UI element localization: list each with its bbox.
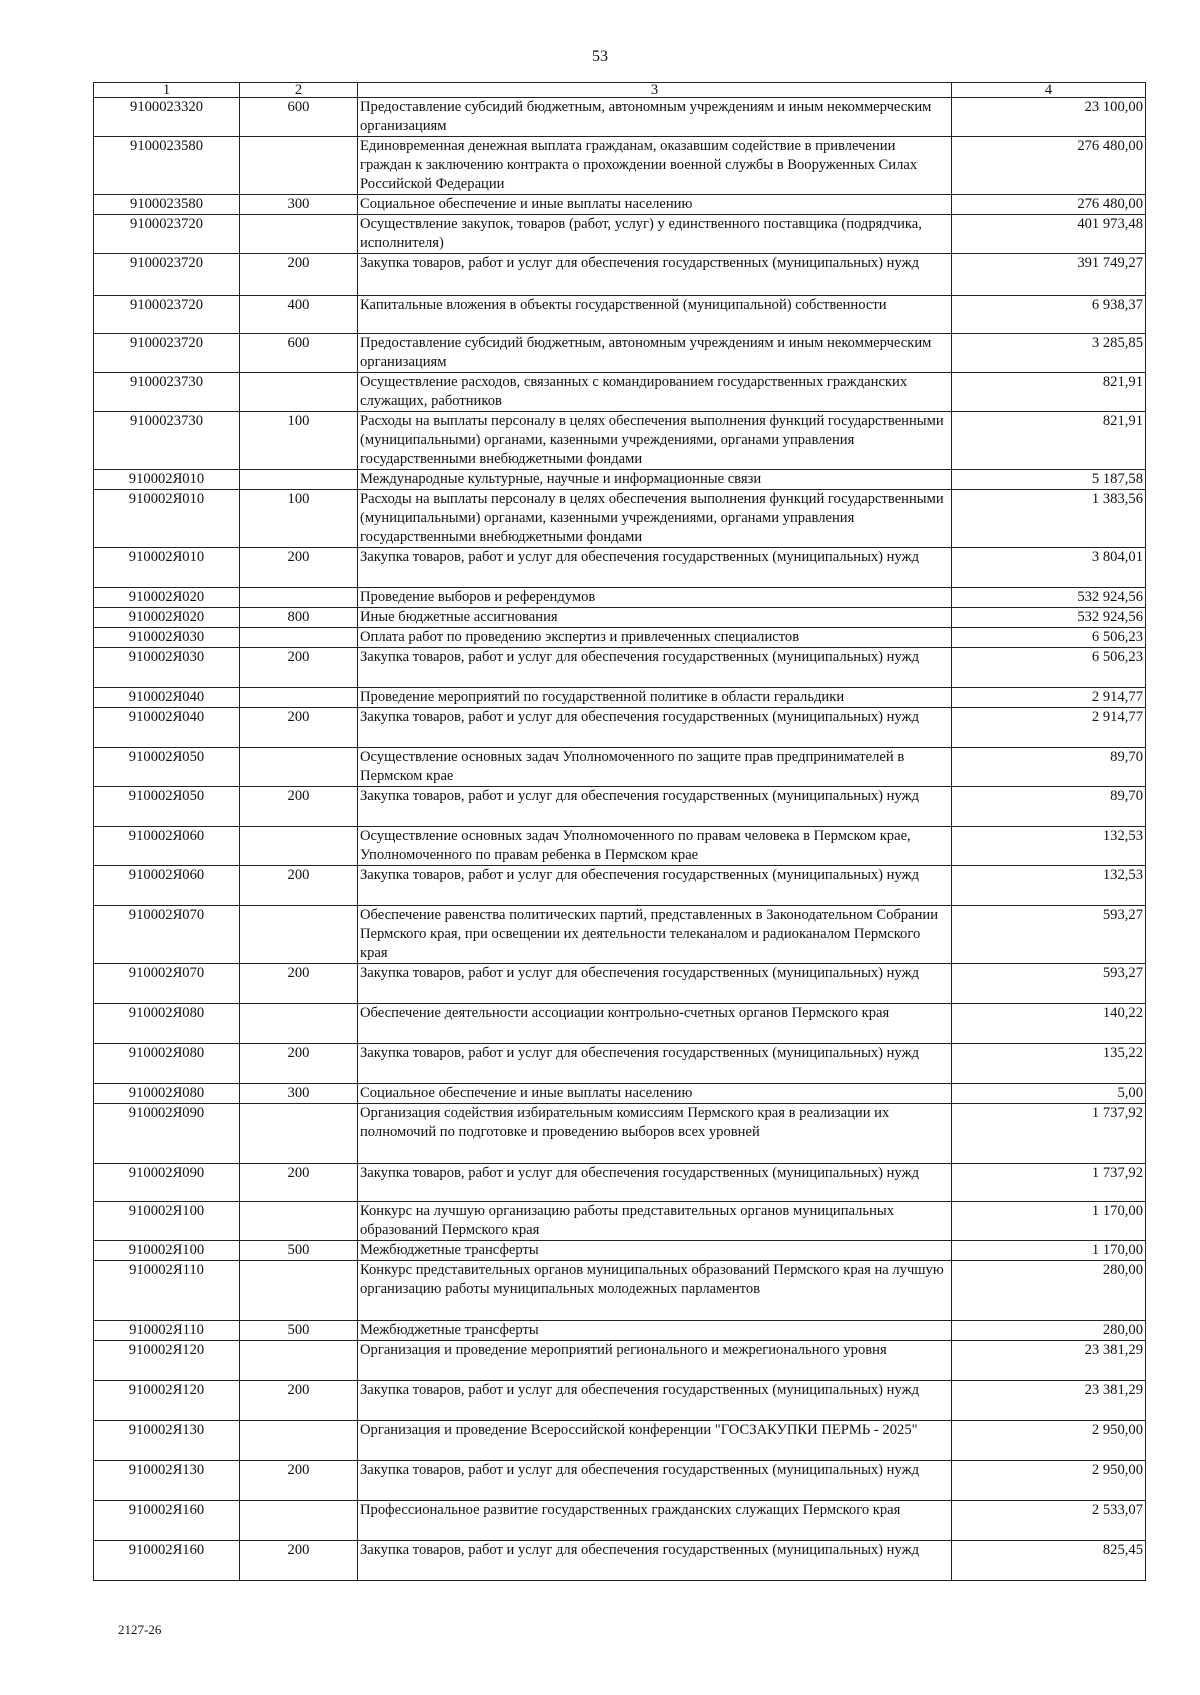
row-code-cell: 910002Я020	[94, 608, 240, 628]
table-row	[94, 470, 1146, 490]
page-number: 53	[592, 48, 608, 65]
row-description-cell: Закупка товаров, работ и услуг для обеспечения государственных (муниципальных) нужд	[358, 648, 952, 688]
row-code-cell: 910002Я090	[94, 1104, 240, 1164]
row-code-cell: 910002Я090	[94, 1164, 240, 1202]
row-description-cell: Проведение мероприятий по государственной политике в области геральдики	[358, 688, 952, 708]
row-description-cell: Осуществление основных задач Уполномоченного по защите прав предпринимателей в Пермском крае	[358, 748, 952, 787]
row-description-cell: Закупка товаров, работ и услуг для обеспечения государственных (муниципальных) нужд	[358, 866, 952, 906]
row-kvr-cell: 500	[240, 1241, 358, 1261]
row-description-cell: Осуществление закупок, товаров (работ, услуг) у единственного поставщика (подрядчика, исполнителя)	[358, 215, 952, 254]
row-code-cell: 910002Я030	[94, 648, 240, 688]
row-kvr-cell: 200	[240, 1541, 358, 1581]
row-description-cell: Организация содействия избирательным комиссиям Пермского края в реализации их полномочий по подготовке и проведению выборов всех уровней	[358, 1104, 952, 1164]
table-row	[94, 1084, 1146, 1104]
row-code-cell: 910002Я050	[94, 787, 240, 827]
row-kvr-cell: 200	[240, 254, 358, 296]
row-code-cell: 910002Я080	[94, 1084, 240, 1104]
table-row	[94, 412, 1146, 470]
row-amount-cell: 1 170,00	[952, 1202, 1146, 1241]
row-kvr-cell: 800	[240, 608, 358, 628]
row-amount-cell: 5,00	[952, 1084, 1146, 1104]
row-amount-cell: 532 924,56	[952, 608, 1146, 628]
row-amount-cell: 821,91	[952, 412, 1146, 470]
row-amount-cell: 1 170,00	[952, 1241, 1146, 1261]
row-code-cell: 910002Я130	[94, 1421, 240, 1461]
row-code-cell: 910002Я070	[94, 964, 240, 1004]
row-kvr-cell: 200	[240, 1381, 358, 1421]
row-amount-cell: 2 950,00	[952, 1461, 1146, 1501]
row-amount-cell: 593,27	[952, 964, 1146, 1004]
table-row	[94, 608, 1146, 628]
row-amount-cell: 140,22	[952, 1004, 1146, 1044]
row-code-cell: 910002Я070	[94, 906, 240, 964]
row-kvr-cell: 200	[240, 866, 358, 906]
row-description-cell: Закупка товаров, работ и услуг для обеспечения государственных (муниципальных) нужд	[358, 254, 952, 296]
table-row	[94, 1004, 1146, 1044]
row-code-cell: 910002Я080	[94, 1004, 240, 1044]
row-kvr-cell	[240, 1202, 358, 1241]
row-amount-cell: 276 480,00	[952, 137, 1146, 195]
row-description-cell: Социальное обеспечение и иные выплаты населению	[358, 195, 952, 215]
row-kvr-cell: 600	[240, 334, 358, 373]
table-row	[94, 1241, 1146, 1261]
table-row	[94, 708, 1146, 748]
column-number-2: 2	[240, 83, 358, 98]
table-row	[94, 1104, 1146, 1164]
table-row	[94, 548, 1146, 588]
table-row	[94, 866, 1146, 906]
row-code-cell: 910002Я110	[94, 1321, 240, 1341]
row-code-cell: 9100023320	[94, 98, 240, 137]
row-kvr-cell	[240, 1104, 358, 1164]
row-description-cell: Осуществление расходов, связанных с командированием государственных гражданских служащих, работников	[358, 373, 952, 412]
row-amount-cell: 2 950,00	[952, 1421, 1146, 1461]
table-row	[94, 827, 1146, 866]
row-kvr-cell	[240, 215, 358, 254]
row-amount-cell: 132,53	[952, 827, 1146, 866]
table-row	[94, 1044, 1146, 1084]
row-description-cell: Иные бюджетные ассигнования	[358, 608, 952, 628]
table-row	[94, 98, 1146, 137]
row-amount-cell: 280,00	[952, 1321, 1146, 1341]
table-row	[94, 1541, 1146, 1581]
row-kvr-cell	[240, 1501, 358, 1541]
row-code-cell: 9100023720	[94, 254, 240, 296]
row-amount-cell: 135,22	[952, 1044, 1146, 1084]
row-kvr-cell: 300	[240, 195, 358, 215]
row-amount-cell: 23 381,29	[952, 1341, 1146, 1381]
table-row	[94, 334, 1146, 373]
row-kvr-cell: 200	[240, 1044, 358, 1084]
row-description-cell: Предоставление субсидий бюджетным, автономным учреждениям и иным некоммерческим организациям	[358, 98, 952, 137]
row-code-cell: 910002Я110	[94, 1261, 240, 1321]
row-description-cell: Предоставление субсидий бюджетным, автономным учреждениям и иным некоммерческим организациям	[358, 334, 952, 373]
row-code-cell: 910002Я040	[94, 688, 240, 708]
row-description-cell: Закупка товаров, работ и услуг для обеспечения государственных (муниципальных) нужд	[358, 964, 952, 1004]
row-amount-cell: 1 383,56	[952, 490, 1146, 548]
column-number-1: 1	[94, 83, 240, 98]
row-code-cell: 910002Я050	[94, 748, 240, 787]
table-row	[94, 648, 1146, 688]
table-row	[94, 1501, 1146, 1541]
row-kvr-cell: 200	[240, 708, 358, 748]
row-kvr-cell	[240, 470, 358, 490]
table-row	[94, 1202, 1146, 1241]
table-row	[94, 1461, 1146, 1501]
row-code-cell: 910002Я160	[94, 1501, 240, 1541]
row-description-cell: Закупка товаров, работ и услуг для обеспечения государственных (муниципальных) нужд	[358, 787, 952, 827]
row-code-cell: 9100023720	[94, 296, 240, 334]
column-number-row	[94, 83, 1146, 98]
row-description-cell: Обеспечение равенства политических партий, представленных в Законодательном Собрании Пермского края, при освещении их деятельности телеканалом и радиоканалом Пермского края	[358, 906, 952, 964]
row-amount-cell: 5 187,58	[952, 470, 1146, 490]
table-row	[94, 1261, 1146, 1321]
row-description-cell: Межбюджетные трансферты	[358, 1241, 952, 1261]
row-code-cell: 9100023730	[94, 373, 240, 412]
row-code-cell: 910002Я010	[94, 548, 240, 588]
row-description-cell: Закупка товаров, работ и услуг для обеспечения государственных (муниципальных) нужд	[358, 1044, 952, 1084]
table-row	[94, 748, 1146, 787]
row-description-cell: Организация и проведение мероприятий регионального и межрегионального уровня	[358, 1341, 952, 1381]
row-description-cell: Проведение выборов и референдумов	[358, 588, 952, 608]
row-code-cell: 9100023730	[94, 412, 240, 470]
row-kvr-cell: 200	[240, 964, 358, 1004]
row-kvr-cell	[240, 1421, 358, 1461]
row-amount-cell: 280,00	[952, 1261, 1146, 1321]
row-kvr-cell	[240, 628, 358, 648]
row-kvr-cell: 200	[240, 648, 358, 688]
row-description-cell: Закупка товаров, работ и услуг для обеспечения государственных (муниципальных) нужд	[358, 1381, 952, 1421]
row-amount-cell: 132,53	[952, 866, 1146, 906]
row-code-cell: 9100023720	[94, 215, 240, 254]
row-code-cell: 910002Я160	[94, 1541, 240, 1581]
row-amount-cell: 1 737,92	[952, 1104, 1146, 1164]
table-row	[94, 1381, 1146, 1421]
row-kvr-cell	[240, 688, 358, 708]
row-description-cell: Закупка товаров, работ и услуг для обеспечения государственных (муниципальных) нужд	[358, 548, 952, 588]
row-amount-cell: 6 506,23	[952, 628, 1146, 648]
row-kvr-cell: 600	[240, 98, 358, 137]
row-code-cell: 910002Я010	[94, 470, 240, 490]
row-amount-cell: 2 914,77	[952, 688, 1146, 708]
row-amount-cell: 1 737,92	[952, 1164, 1146, 1202]
row-description-cell: Расходы на выплаты персоналу в целях обеспечения выполнения функций государственными (муниципальными) органами, казенными учреждениями, органами управления государственными внебюджетными фондами	[358, 490, 952, 548]
table-row	[94, 906, 1146, 964]
row-code-cell: 910002Я020	[94, 588, 240, 608]
row-code-cell: 910002Я130	[94, 1461, 240, 1501]
row-kvr-cell: 200	[240, 1461, 358, 1501]
row-code-cell: 910002Я120	[94, 1381, 240, 1421]
row-amount-cell: 2 533,07	[952, 1501, 1146, 1541]
table-row	[94, 1421, 1146, 1461]
row-description-cell: Социальное обеспечение и иные выплаты населению	[358, 1084, 952, 1104]
row-kvr-cell: 100	[240, 490, 358, 548]
row-kvr-cell	[240, 827, 358, 866]
table-row	[94, 254, 1146, 296]
row-amount-cell: 23 381,29	[952, 1381, 1146, 1421]
row-description-cell: Конкурс представительных органов муниципальных образований Пермского края на лучшую организацию работы муниципальных молодежных парламентов	[358, 1261, 952, 1321]
row-code-cell: 910002Я040	[94, 708, 240, 748]
table-row	[94, 137, 1146, 195]
table-row	[94, 1164, 1146, 1202]
row-kvr-cell: 200	[240, 548, 358, 588]
column-number-4: 4	[952, 83, 1146, 98]
row-description-cell: Осуществление основных задач Уполномоченного по правам человека в Пермском крае, Уполномоченного по правам ребенка в Пермском крае	[358, 827, 952, 866]
table-row	[94, 1321, 1146, 1341]
row-description-cell: Единовременная денежная выплата гражданам, оказавшим содействие в привлечении граждан к заключению контракта о прохождении военной службы в Вооруженных Силах Российской Федерации	[358, 137, 952, 195]
row-amount-cell: 401 973,48	[952, 215, 1146, 254]
row-kvr-cell	[240, 373, 358, 412]
row-description-cell: Международные культурные, научные и информационные связи	[358, 470, 952, 490]
row-kvr-cell: 400	[240, 296, 358, 334]
budget-table	[93, 82, 1146, 1581]
row-code-cell: 9100023580	[94, 137, 240, 195]
document-footer-code: 2127-26	[118, 1622, 162, 1637]
row-kvr-cell: 200	[240, 787, 358, 827]
table-row	[94, 215, 1146, 254]
table-row	[94, 1341, 1146, 1381]
row-kvr-cell	[240, 137, 358, 195]
row-code-cell: 9100023720	[94, 334, 240, 373]
row-code-cell: 910002Я120	[94, 1341, 240, 1381]
row-amount-cell: 391 749,27	[952, 254, 1146, 296]
row-code-cell: 9100023580	[94, 195, 240, 215]
row-description-cell: Расходы на выплаты персоналу в целях обеспечения выполнения функций государственными (муниципальными) органами, казенными учреждениями, органами управления государственными внебюджетными фондами	[358, 412, 952, 470]
row-description-cell: Конкурс на лучшую организацию работы представительных органов муниципальных образований Пермского края	[358, 1202, 952, 1241]
row-amount-cell: 825,45	[952, 1541, 1146, 1581]
row-amount-cell: 89,70	[952, 787, 1146, 827]
row-code-cell: 910002Я060	[94, 866, 240, 906]
table-row	[94, 787, 1146, 827]
row-kvr-cell	[240, 748, 358, 787]
row-code-cell: 910002Я030	[94, 628, 240, 648]
row-description-cell: Закупка товаров, работ и услуг для обеспечения государственных (муниципальных) нужд	[358, 708, 952, 748]
table-row	[94, 296, 1146, 334]
row-description-cell: Закупка товаров, работ и услуг для обеспечения государственных (муниципальных) нужд	[358, 1461, 952, 1501]
table-row	[94, 588, 1146, 608]
row-code-cell: 910002Я010	[94, 490, 240, 548]
row-kvr-cell: 100	[240, 412, 358, 470]
row-description-cell: Капитальные вложения в объекты государственной (муниципальной) собственности	[358, 296, 952, 334]
row-amount-cell: 276 480,00	[952, 195, 1146, 215]
row-description-cell: Обеспечение деятельности ассоциации контрольно-счетных органов Пермского края	[358, 1004, 952, 1044]
row-amount-cell: 6 938,37	[952, 296, 1146, 334]
row-kvr-cell	[240, 588, 358, 608]
table-row	[94, 628, 1146, 648]
row-description-cell: Профессиональное развитие государственных гражданских служащих Пермского края	[358, 1501, 952, 1541]
row-amount-cell: 89,70	[952, 748, 1146, 787]
row-kvr-cell: 300	[240, 1084, 358, 1104]
table-row	[94, 195, 1146, 215]
row-code-cell: 910002Я100	[94, 1202, 240, 1241]
row-description-cell: Закупка товаров, работ и услуг для обеспечения государственных (муниципальных) нужд	[358, 1541, 952, 1581]
row-kvr-cell: 200	[240, 1164, 358, 1202]
row-code-cell: 910002Я080	[94, 1044, 240, 1084]
row-kvr-cell	[240, 906, 358, 964]
row-code-cell: 910002Я060	[94, 827, 240, 866]
row-amount-cell: 6 506,23	[952, 648, 1146, 688]
row-kvr-cell	[240, 1261, 358, 1321]
row-description-cell: Организация и проведение Всероссийской конференции "ГОСЗАКУПКИ ПЕРМЬ - 2025"	[358, 1421, 952, 1461]
row-amount-cell: 593,27	[952, 906, 1146, 964]
row-amount-cell: 2 914,77	[952, 708, 1146, 748]
row-kvr-cell	[240, 1004, 358, 1044]
table-row	[94, 688, 1146, 708]
column-number-3: 3	[358, 83, 952, 98]
row-amount-cell: 3 804,01	[952, 548, 1146, 588]
table-row	[94, 490, 1146, 548]
row-description-cell: Межбюджетные трансферты	[358, 1321, 952, 1341]
row-description-cell: Закупка товаров, работ и услуг для обеспечения государственных (муниципальных) нужд	[358, 1164, 952, 1202]
row-kvr-cell	[240, 1341, 358, 1381]
row-kvr-cell: 500	[240, 1321, 358, 1341]
row-code-cell: 910002Я100	[94, 1241, 240, 1261]
row-amount-cell: 3 285,85	[952, 334, 1146, 373]
row-description-cell: Оплата работ по проведению экспертиз и привлеченных специалистов	[358, 628, 952, 648]
row-amount-cell: 821,91	[952, 373, 1146, 412]
table-body	[94, 98, 1146, 1581]
table-row	[94, 373, 1146, 412]
table-row	[94, 964, 1146, 1004]
row-amount-cell: 23 100,00	[952, 98, 1146, 137]
row-amount-cell: 532 924,56	[952, 588, 1146, 608]
